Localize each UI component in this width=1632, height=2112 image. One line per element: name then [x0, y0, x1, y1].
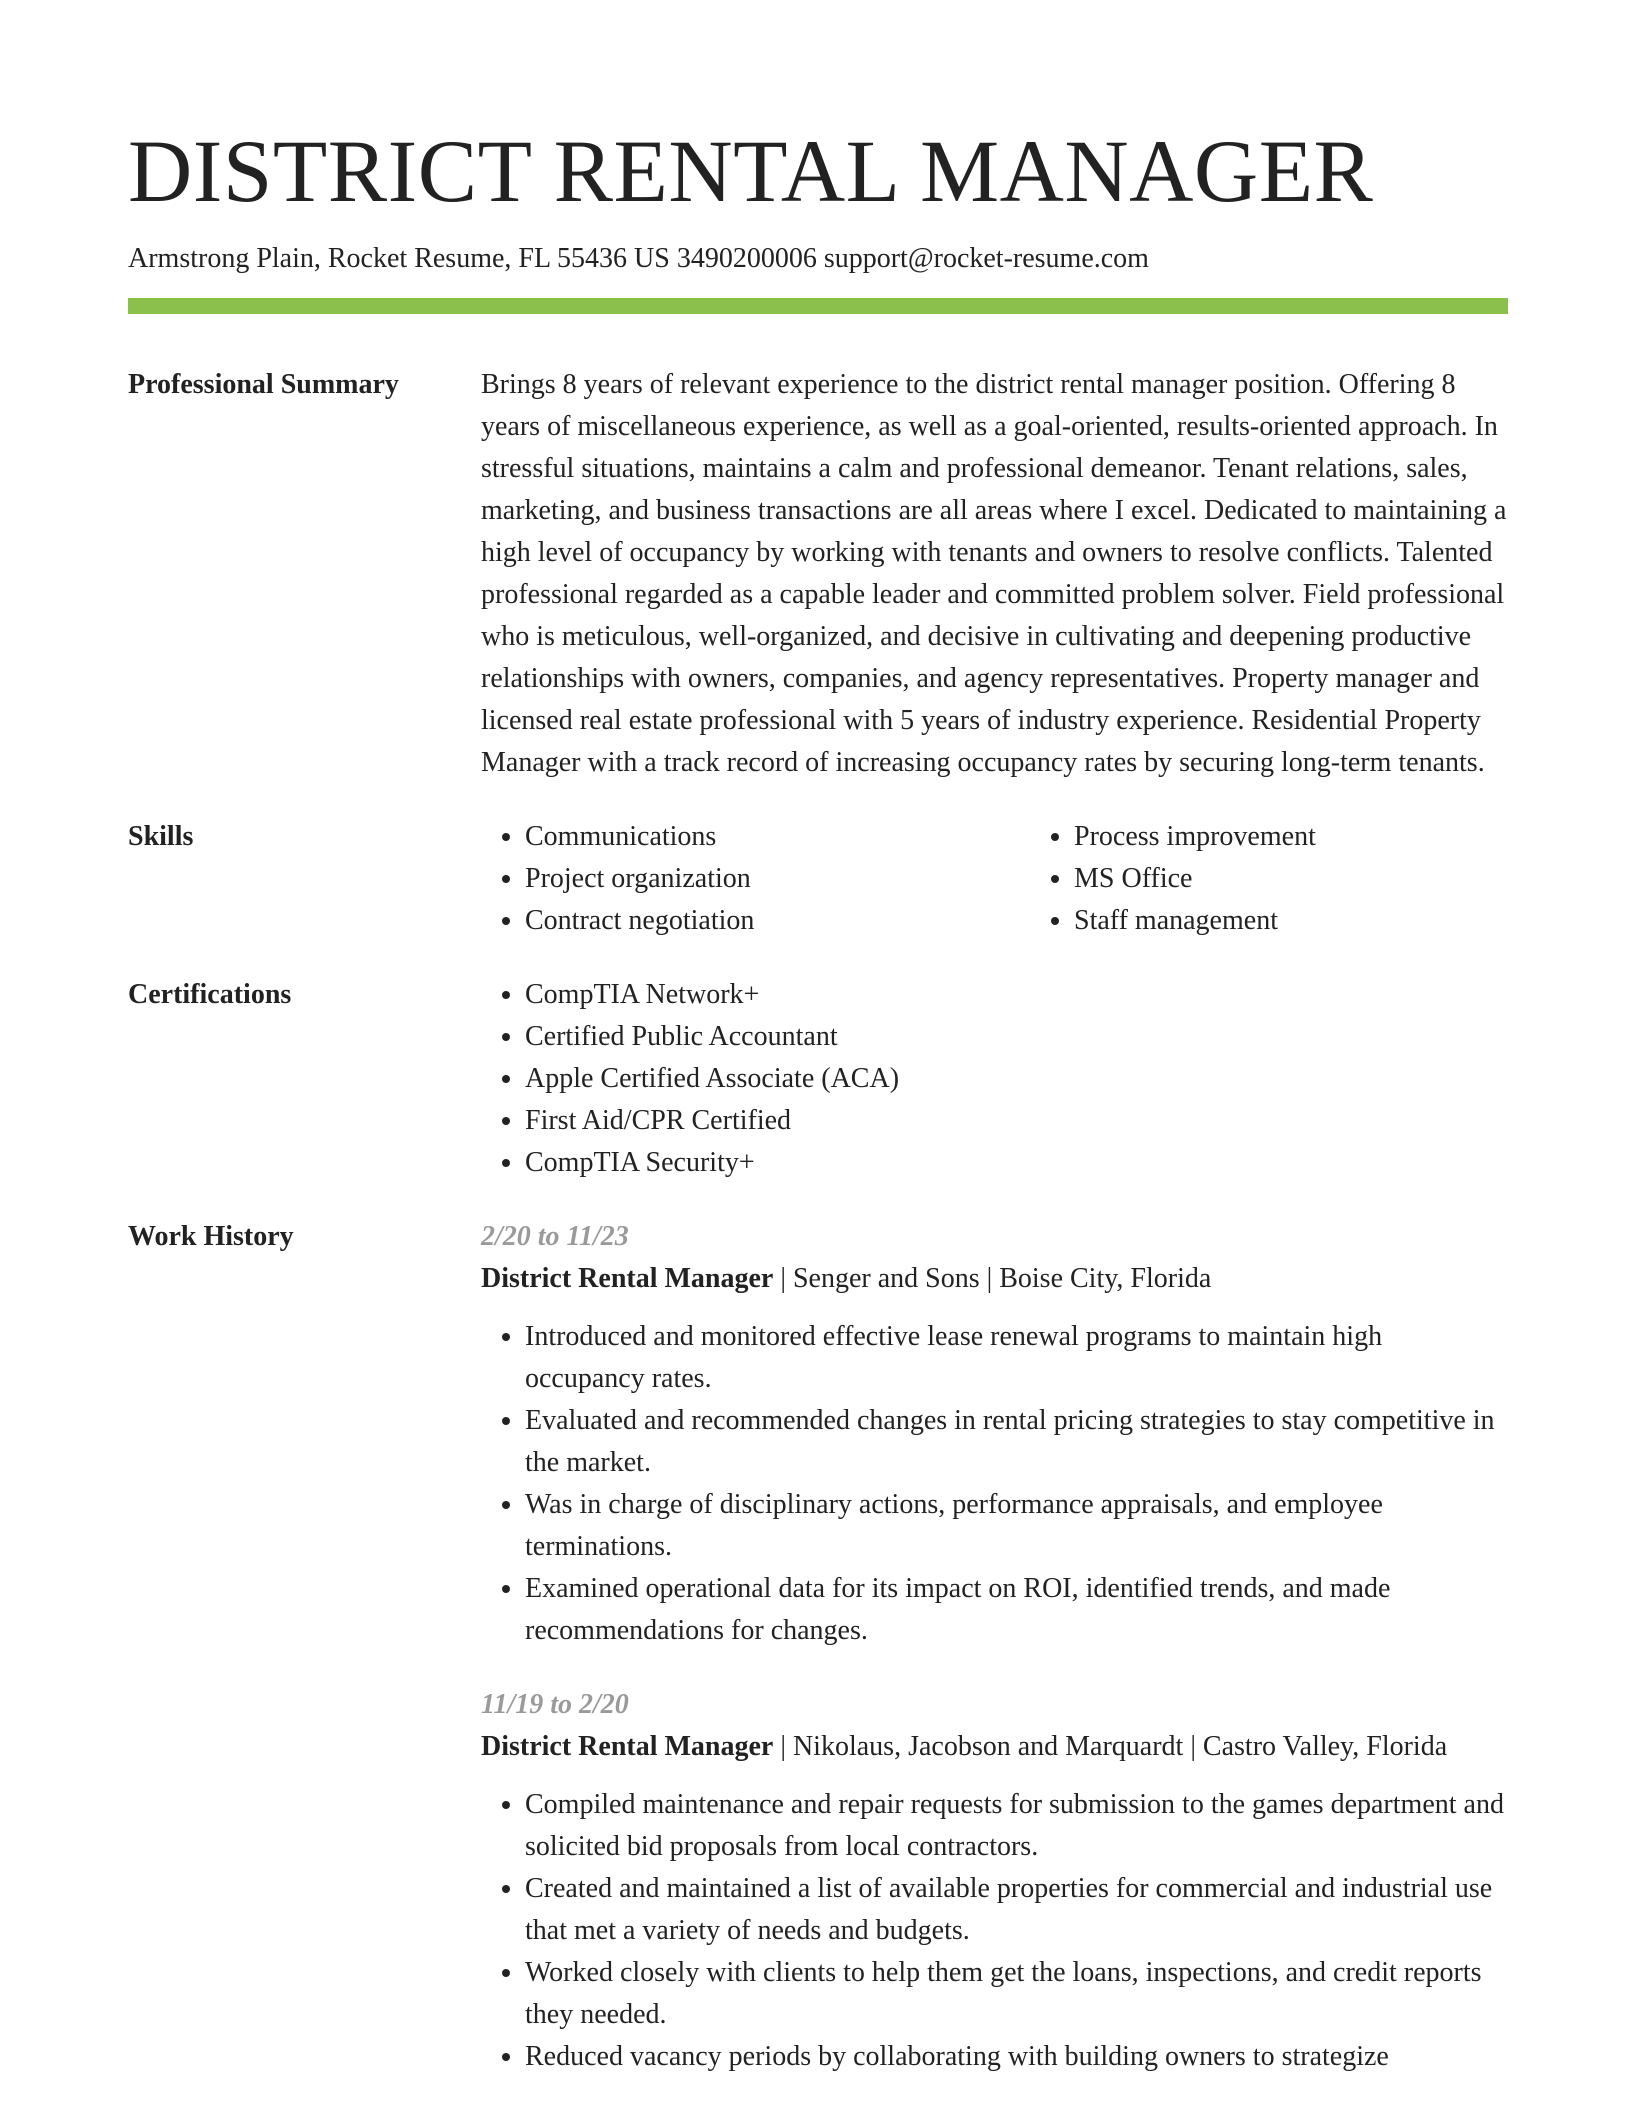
job-bullet: • Evaluated and recommended changes in rental pricing strategies to stay competitive in the market. [525, 1400, 1508, 1484]
skills-list-left [481, 816, 1030, 942]
job-entry [481, 1216, 1508, 1652]
certifications-section [128, 974, 1508, 1184]
summary-heading: Professional Summary [128, 369, 399, 400]
job-details: | Senger and Sons | Boise City, Florida [773, 1263, 1212, 1294]
job-bullet: • Was in charge of disciplinary actions, performance appraisals, and employee terminations. [525, 1484, 1508, 1568]
summary-section [128, 364, 1508, 784]
job-dates: 11/19 to 2/20 [481, 1689, 629, 1720]
certifications-list [481, 974, 1508, 1184]
certification-item: • CompTIA Security+ [525, 1142, 1508, 1184]
job-bullets [481, 1316, 1508, 1652]
skill-item: • Staff management [1074, 900, 1579, 942]
work-history-section [128, 1216, 1508, 2078]
certifications-heading: Certifications [128, 979, 292, 1010]
job-header [481, 1726, 1508, 1768]
certification-item: • CompTIA Network+ [525, 974, 1508, 1016]
certification-item: • Certified Public Accountant [525, 1016, 1508, 1058]
skills-list-right [1030, 816, 1579, 942]
work-history-heading: Work History [128, 1221, 294, 1252]
job-bullet: • Created and maintained a list of available properties for commercial and industrial use that met a variety of needs and budgets. [525, 1868, 1508, 1952]
job-bullet: • Worked closely with clients to help them get the loans, inspections, and credit reports they needed. [525, 1952, 1508, 2036]
job-title: District Rental Manager [481, 1263, 774, 1294]
header-divider [128, 298, 1508, 314]
skill-item: • Communications [525, 816, 1030, 858]
job-bullet: • Compiled maintenance and repair requests for submission to the games department and solicited bid proposals from local contractors. [525, 1784, 1508, 1868]
skills-heading: Skills [128, 821, 194, 852]
skills-section [128, 816, 1508, 942]
job-details: | Nikolaus, Jacobson and Marquardt | Castro Valley, Florida [773, 1731, 1448, 1762]
resume-name: DISTRICT RENTAL MANAGER [128, 123, 1374, 221]
summary-text: Brings 8 years of relevant experience to the district rental manager position. Offering 8 years of miscellaneous experience, as well as a goal-oriented, results-oriented approach. In stressful situations, maintains a calm and professional demeanor. Tenant relations, sales, marketing, and business transactions are all areas where I excel. Dedicated to maintaining a high level of occupancy by working with tenants and owners to resolve conflicts. Talented professional regarded as a capable leader and committed problem solver. Field professional who is meticulous, well-organized, and decisive in cultivating and deepening productive relationships with owners, companies, and agency representatives. Property manager and licensed real estate professional with 5 years of industry experience. Residential Property Manager with a track record of increasing occupancy rates by securing long-term tenants. [481, 369, 1507, 778]
contact-line: Armstrong Plain, Rocket Resume, FL 55436 US 3490200006 support@rocket-resume.com [128, 243, 1149, 274]
job-dates: 2/20 to 11/23 [481, 1221, 629, 1252]
job-title: District Rental Manager [481, 1731, 774, 1762]
skill-item: • Process improvement [1074, 816, 1579, 858]
resume-page [128, 0, 1508, 2078]
skills-columns [481, 816, 1579, 942]
skill-item: • Contract negotiation [525, 900, 1030, 942]
certification-item: • Apple Certified Associate (ACA) [525, 1058, 1508, 1100]
job-header [481, 1258, 1508, 1300]
job-bullet: • Reduced vacancy periods by collaborating with building owners to strategize [525, 2036, 1508, 2078]
job-bullet: • Introduced and monitored effective lease renewal programs to maintain high occupancy rates. [525, 1316, 1508, 1400]
job-bullets [481, 1784, 1508, 2078]
job-bullet: • Examined operational data for its impact on ROI, identified trends, and made recommendations for changes. [525, 1568, 1508, 1652]
skill-item: • Project organization [525, 858, 1030, 900]
skill-item: • MS Office [1074, 858, 1579, 900]
certification-item: • First Aid/CPR Certified [525, 1100, 1508, 1142]
job-entry [481, 1684, 1508, 2078]
